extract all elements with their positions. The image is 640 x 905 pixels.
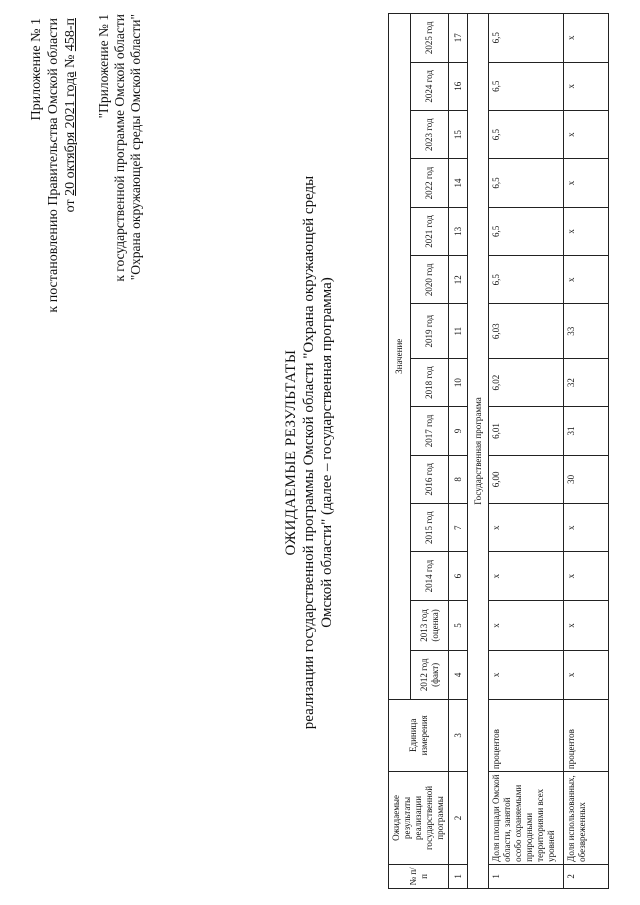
row-value: x	[564, 651, 609, 699]
column-number: 4	[449, 651, 468, 699]
table-header-row	[389, 14, 411, 889]
column-number: 11	[449, 304, 468, 358]
table-row	[564, 14, 609, 889]
year-header: 2020 год	[411, 256, 449, 304]
row-value: x	[564, 159, 609, 207]
row-value: 30	[564, 455, 609, 503]
row-unit: процентов	[489, 699, 564, 772]
year-header: 2019 год	[411, 304, 449, 358]
year-header: 2014 год	[411, 552, 449, 600]
row-value: x	[564, 600, 609, 650]
header-date-line: от 20 октября 2021 года № 458-п	[63, 18, 78, 213]
row-value: 32	[564, 358, 609, 406]
resolution-header	[28, 18, 79, 313]
column-number: 15	[449, 110, 468, 158]
row-value: 6,5	[489, 110, 564, 158]
column-number: 10	[449, 358, 468, 406]
column-number: 5	[449, 600, 468, 650]
year-header: 2021 год	[411, 207, 449, 255]
year-header: 2017 год	[411, 407, 449, 455]
row-value: 31	[564, 407, 609, 455]
year-header: 2013 год (оценка)	[411, 600, 449, 650]
column-number: 8	[449, 455, 468, 503]
header-number: 458-п	[63, 18, 78, 52]
column-number: 2	[449, 772, 468, 865]
title-subtitle-2: Омской области" (далее – государственная программа)	[319, 277, 335, 628]
column-number: 13	[449, 207, 468, 255]
results-table	[388, 13, 609, 889]
row-value: x	[564, 504, 609, 552]
column-number: 16	[449, 62, 468, 110]
row-value: x	[564, 207, 609, 255]
section-label: Государственная программа	[468, 14, 489, 889]
row-value: x	[489, 651, 564, 699]
row-value: x	[564, 256, 609, 304]
row-unit: процентов	[564, 699, 609, 772]
year-header: 2018 год	[411, 358, 449, 406]
row-value: x	[564, 552, 609, 600]
row-value: 6,5	[489, 62, 564, 110]
row-value: 6,5	[489, 159, 564, 207]
year-header: 2023 год	[411, 110, 449, 158]
row-value: x	[489, 600, 564, 650]
year-header: 2016 год	[411, 455, 449, 503]
year-header: 2022 год	[411, 159, 449, 207]
year-header: 2012 год (факт)	[411, 651, 449, 699]
title-main: ОЖИДАЕМЫЕ РЕЗУЛЬТАТЫ	[283, 349, 299, 556]
row-value: x	[489, 504, 564, 552]
row-value: x	[564, 62, 609, 110]
column-number: 12	[449, 256, 468, 304]
column-number: 7	[449, 504, 468, 552]
column-number: 1	[449, 864, 468, 888]
row-value: 6,02	[489, 358, 564, 406]
year-header: 2025 год	[411, 14, 449, 63]
row-value: 6,03	[489, 304, 564, 358]
year-header: 2024 год	[411, 62, 449, 110]
column-number: 14	[449, 159, 468, 207]
header-results: Ожидаемые результаты реализации государственной программы	[389, 772, 449, 865]
column-number: 6	[449, 552, 468, 600]
row-value: 6,5	[489, 14, 564, 63]
row-name: Доля использованных, обезвреженных	[564, 772, 609, 865]
header-resolution-label: к постановлению Правительства Омской области	[46, 18, 61, 313]
program-appendix-header: "Приложение № 1 к государственной программе Омской области "Охрана окружающей среды Омской области"	[96, 14, 143, 282]
row-value: x	[564, 110, 609, 158]
table-row	[489, 14, 564, 889]
year-header: 2015 год	[411, 504, 449, 552]
row-name: Доля площади Омской области, занятой особо охраняемыми природными территориями всех уровней	[489, 772, 564, 865]
header-date: 20 октября 2021 года	[63, 71, 78, 196]
header-appendix-label: Приложение № 1	[29, 18, 44, 121]
row-num: 2	[564, 864, 609, 888]
row-value: 6,5	[489, 256, 564, 304]
row-num: 1	[489, 864, 564, 888]
row-value: 6,5	[489, 207, 564, 255]
column-number: 3	[449, 699, 468, 772]
document-title	[282, 0, 336, 905]
column-number-row	[449, 14, 468, 889]
row-value: x	[489, 552, 564, 600]
row-value: 6,01	[489, 407, 564, 455]
row-value: 33	[564, 304, 609, 358]
title-subtitle-1: реализации государственной программы Омской области "Охрана окружающей среды	[301, 175, 317, 730]
header-num: № п/п	[389, 864, 449, 888]
column-number: 9	[449, 407, 468, 455]
column-number: 17	[449, 14, 468, 63]
header-value: Значение	[389, 14, 411, 700]
row-value: 6,00	[489, 455, 564, 503]
header-unit: Единица измерения	[389, 699, 449, 772]
section-row	[468, 14, 489, 889]
row-value: x	[564, 14, 609, 63]
